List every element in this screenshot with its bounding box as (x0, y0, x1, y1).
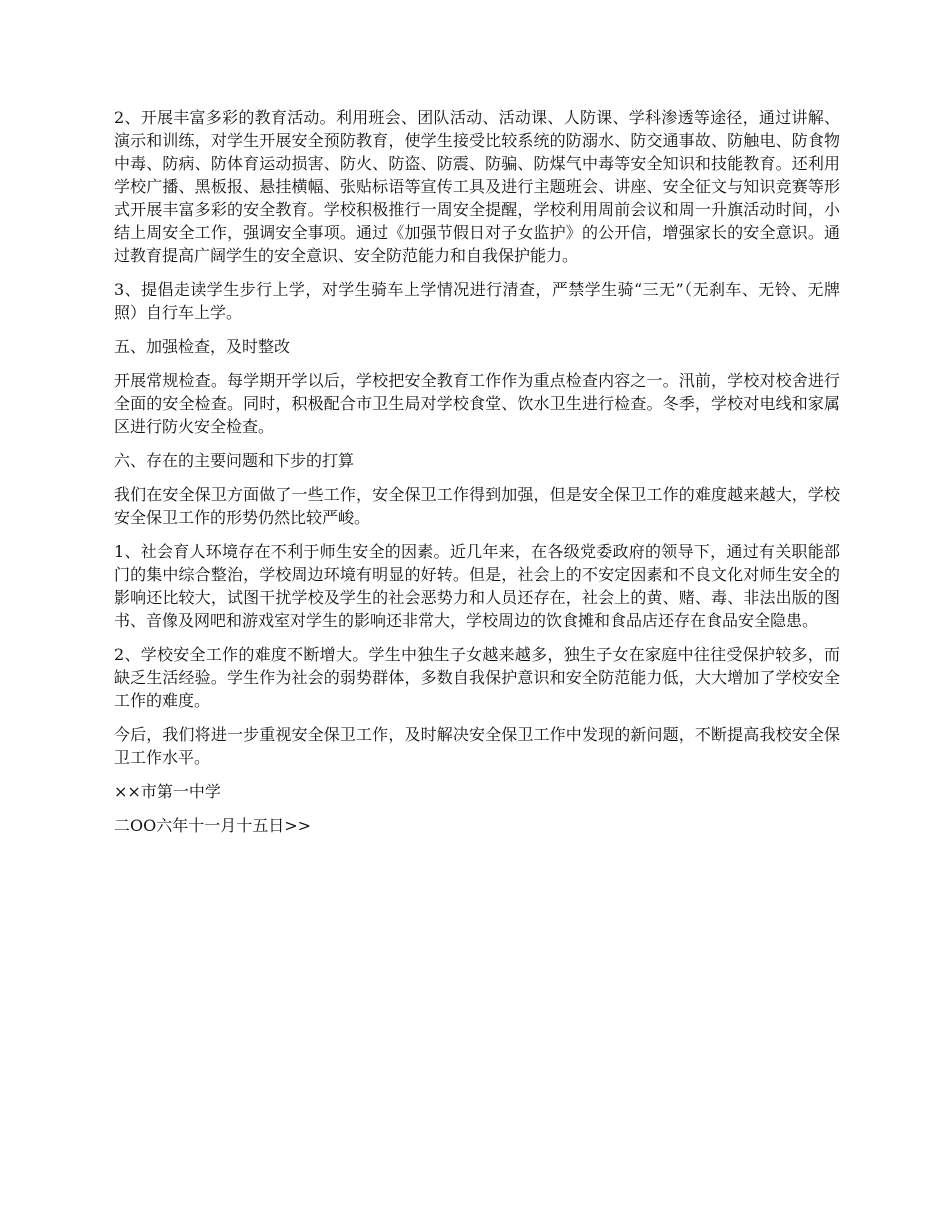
paragraph-walking-to-school: 3、提倡走读学生步行上学，对学生骑车上学情况进行清查，严禁学生骑“三无”（无刹车、无铃、无牌照）自行车上学。 (114, 280, 840, 322)
paragraph-education-activities: 2、开展丰富多彩的教育活动。利用班会、团队活动、活动课、人防课、学科渗透等途径，通过讲解、演示和训练，对学生开展安全预防教育，使学生接受比较系统的防溺水、防交通事故、防触电、防食物中毒、防病、防体育运动损害、防火、防盗、防震、防骗、防煤气中毒等安全知识和技能教育。还利用学校广播、黑板报、悬挂横幅、张贴标语等宣传工具及进行主题班会、讲座、安全征文与知识竞赛等形式开展丰富多彩的安全教育。学校积极推行一周安全提醒，学校利用周前会议和周一升旗活动时间，小结上周安全工作，强调安全事项。通过《加强节假日对子女监护》的公开信，增强家长的安全意识。通过教育提高广阔学生的安全意识、安全防范能力和自我保护能力。 (114, 108, 840, 265)
paragraph-problems-intro: 我们在安全保卫方面做了一些工作，安全保卫工作得到加强，但是安全保卫工作的难度越来越大，学校安全保卫工作的形势仍然比较严峻。 (114, 485, 840, 527)
signature-school-name: ××市第一中学 (114, 782, 221, 801)
signature-date: 二OO六年十一月十五日>> (114, 816, 312, 835)
paragraph-routine-inspection: 开展常规检查。每学期开学以后，学校把安全教育工作作为重点检查内容之一。汛前，学校对校舍进行全面的安全检查。同时，积极配合市卫生局对学校食堂、饮水卫生进行检查。冬季，学校对电线和家属区进行防火安全检查。 (114, 371, 840, 436)
paragraph-future-plan: 今后，我们将进一步重视安全保卫工作，及时解决安全保卫工作中发现的新问题，不断提高我校安全保卫工作水平。 (114, 725, 840, 767)
document-body (114, 106, 840, 848)
paragraph-social-environment: 1、社会育人环境存在不利于师生安全的因素。近几年来，在各级党委政府的领导下，通过有关职能部门的集中综合整治，学校周边环境有明显的好转。但是，社会上的不安定因素和不良文化对师生安全的影响还比较大，试图干扰学校及学生的社会恶势力和人员还存在，社会上的黄、赌、毒、非法出版的图书、音像及网吧和游戏室对学生的影响还非常大，学校周边的饮食摊和食品店还存在食品安全隐患。 (114, 542, 840, 630)
section-heading-problems: 六、存在的主要问题和下步的打算 (114, 451, 355, 470)
paragraph-difficulty-increasing: 2、学校安全工作的难度不断增大。学生中独生子女越来越多，独生子女在家庭中往往受保护较多，而缺乏生活经验。学生作为社会的弱势群体，多数自我保护意识和安全防范能力低，大大增加了学校安全工作的难度。 (114, 645, 840, 710)
section-heading-inspection: 五、加强检查，及时整改 (114, 337, 291, 356)
